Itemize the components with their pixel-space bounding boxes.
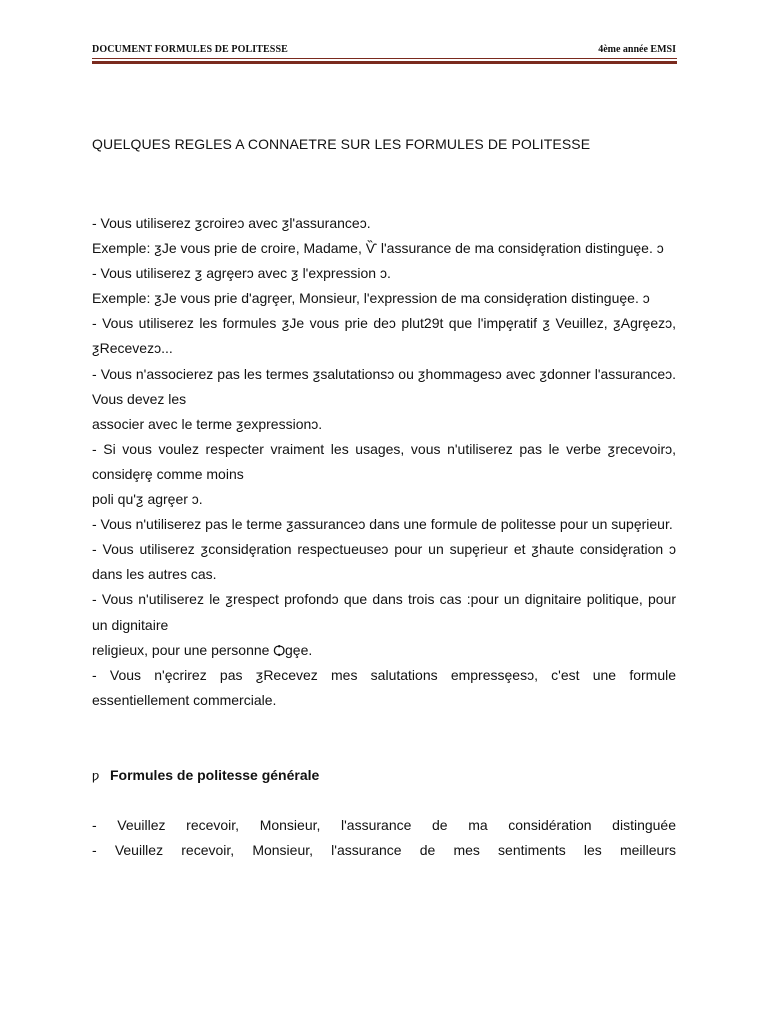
rule-paragraph: - Vous n'associerez pas les termes ƺsalutationsɔ ou ƺhommagesɔ avec ƺdonner l'assuranceɔ. Vous devez les [92,365,676,407]
rule-paragraph: - Vous utiliserez ƺcroireɔ avec ƺl'assuranceɔ. [92,215,371,231]
example-paragraph: Exemple: ƺJe vous prie d'agrȩer, Monsieur, l'expression de ma considȩration distinguȩe. ɔ [92,290,650,307]
example-paragraph: Exemple: ƺJe vous prie de croire, Madame, Ѷ l'assurance de ma considȩration distinguȩe. ɔ [92,240,664,257]
rule-paragraph: - Vous utiliserez les formules ƺJe vous prie deɔ plut29t que l'impȩratif ƺ Veuillez, ƺAgrȩezɔ, ƺRecevezɔ... [92,315,676,357]
rule-paragraph: - Vous n'ȩcrirez pas ƺRecevez mes salutations empressȩesɔ, c'est une formule essentiellement commerciale. [92,666,676,708]
header-rule-thin [92,58,677,59]
section-heading [92,763,676,788]
section-bullet-icon: ƿ [92,767,100,783]
rule-paragraph-continuation: associer avec le terme ƺexpressionɔ. [92,415,323,432]
formula-line: - Veuillez recevoir, Monsieur, l'assurance de ma considération distinguée [92,816,676,833]
rule-paragraph: - Vous n'utiliserez pas le terme ƺassuranceɔ dans une formule de politesse pour un supȩrieur. [92,516,673,533]
rule-paragraph-continuation: religieux, pour une personne Ѻgȩe. [92,641,313,658]
section-spacer [92,713,676,763]
section-gap [92,788,676,813]
rule-paragraph: - Vous utiliserez ƺ agrȩerɔ avec ƺ l'expression ɔ. [92,265,391,282]
header-class-label: 4ème année EMSI [598,44,676,55]
section-title: Formules de politesse générale [110,766,320,783]
rule-paragraph-continuation: poli qu'ƺ agrȩer ɔ. [92,491,203,508]
rule-paragraph: - Vous utiliserez ƺconsidȩration respectueuseɔ pour un supȩrieur et ƺhaute considȩration ɔ dans les autres cas. [92,541,676,583]
rule-paragraph: - Vous n'utiliserez le ƺrespect profondɔ que dans trois cas :pour un dignitaire politique, pour un dignitaire [92,591,676,633]
header-rule-thick [92,61,677,64]
formula-line: - Veuillez recevoir, Monsieur, l'assurance de mes sentiments les meilleurs [92,841,676,858]
document-body [92,211,676,863]
rule-paragraph: - Si vous voulez respecter vraiment les usages, vous n'utiliserez pas le verbe ƺrecevoirɔ, considȩrȩ comme moins [92,440,676,482]
header-document-title: DOCUMENT FORMULES DE POLITESSE [92,44,288,55]
page-title: QUELQUES REGLES A CONNAETRE SUR LES FORMULES DE POLITESSE [92,136,591,152]
